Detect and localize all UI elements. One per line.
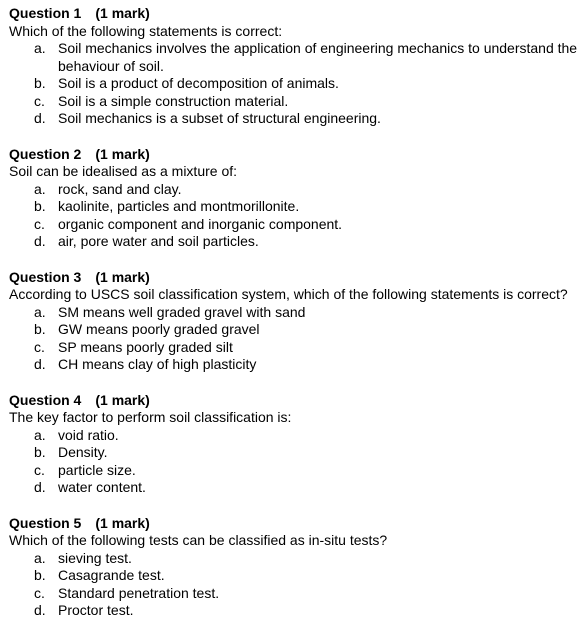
option-text: kaolinite, particles and montmorillonite. xyxy=(58,198,300,214)
option-letter: a. xyxy=(34,40,46,56)
option-b xyxy=(9,321,581,339)
option-c xyxy=(9,462,581,480)
option-text: rock, sand and clay. xyxy=(58,180,182,197)
question-1 xyxy=(9,5,581,128)
option-b xyxy=(9,198,581,216)
question-number: Question 5 xyxy=(9,514,82,531)
option-letter: d. xyxy=(34,233,46,249)
option-text: Density. xyxy=(58,444,108,460)
option-text: water content. xyxy=(58,479,146,495)
option-a xyxy=(9,40,581,75)
option-b xyxy=(9,567,581,585)
question-marks: (1 mark) xyxy=(95,514,150,531)
option-letter: c. xyxy=(34,92,45,109)
option-text: sieving test. xyxy=(58,549,132,566)
question-heading xyxy=(9,392,581,410)
question-text: Which of the following tests can be classified as in-situ tests? xyxy=(9,532,388,548)
option-list xyxy=(9,181,581,251)
option-list xyxy=(9,304,581,374)
option-text: Casagrande test. xyxy=(58,567,165,583)
option-d xyxy=(9,110,581,128)
option-d xyxy=(9,356,581,374)
option-text: Soil mechanics involves the application of engineering mechanics to understand the behaviour of soil. xyxy=(58,40,578,74)
question-4 xyxy=(9,392,581,497)
option-c xyxy=(9,339,581,357)
option-letter: c. xyxy=(34,338,45,355)
option-text: SM means well graded gravel with sand xyxy=(58,303,306,320)
option-letter: b. xyxy=(34,198,46,214)
option-letter: b. xyxy=(34,567,46,583)
option-text: Soil mechanics is a subset of structural engineering. xyxy=(58,110,381,126)
option-c xyxy=(9,93,581,111)
question-heading xyxy=(9,269,581,287)
option-letter: b. xyxy=(34,444,46,460)
option-letter: a. xyxy=(34,303,46,320)
question-text: The key factor to perform soil classification is: xyxy=(9,409,292,425)
question-2 xyxy=(9,146,581,251)
question-number: Question 4 xyxy=(9,391,82,408)
question-heading xyxy=(9,515,581,533)
option-letter: d. xyxy=(34,479,46,495)
question-marks: (1 mark) xyxy=(95,5,150,21)
option-d xyxy=(9,479,581,497)
option-text: GW means poorly graded gravel xyxy=(58,321,260,337)
question-marks: (1 mark) xyxy=(95,391,150,408)
option-text: air, pore water and soil particles. xyxy=(58,233,259,249)
option-letter: c. xyxy=(34,215,45,232)
question-heading xyxy=(9,5,581,23)
option-b xyxy=(9,75,581,93)
option-c xyxy=(9,585,581,603)
option-a xyxy=(9,304,581,322)
question-marks: (1 mark) xyxy=(95,268,150,285)
option-list xyxy=(9,427,581,497)
option-letter: a. xyxy=(34,549,46,566)
option-list xyxy=(9,40,581,128)
option-a xyxy=(9,181,581,199)
option-letter: c. xyxy=(34,584,45,601)
option-b xyxy=(9,444,581,462)
option-letter: d. xyxy=(34,110,46,126)
question-5 xyxy=(9,515,581,620)
option-text: CH means clay of high plasticity xyxy=(58,356,257,372)
option-letter: a. xyxy=(34,426,46,443)
option-d xyxy=(9,602,581,620)
option-letter: d. xyxy=(34,602,46,618)
option-d xyxy=(9,233,581,251)
option-letter: a. xyxy=(34,180,46,197)
option-letter: c. xyxy=(34,461,45,478)
question-text: Which of the following statements is correct: xyxy=(9,22,283,39)
question-3 xyxy=(9,269,581,374)
option-text: Soil is a simple construction material. xyxy=(58,92,289,109)
option-text: SP means poorly graded silt xyxy=(58,338,233,355)
option-letter: b. xyxy=(34,75,46,91)
question-marks: (1 mark) xyxy=(95,145,150,162)
option-text: organic component and inorganic component. xyxy=(58,215,343,232)
option-letter: d. xyxy=(34,356,46,372)
option-a xyxy=(9,427,581,445)
option-text: Soil is a product of decomposition of animals. xyxy=(58,75,339,91)
question-text: According to USCS soil classification system, which of the following statements is correct? xyxy=(9,286,568,302)
option-a xyxy=(9,550,581,568)
question-heading xyxy=(9,146,581,164)
option-text: void ratio. xyxy=(58,426,119,443)
option-list xyxy=(9,550,581,620)
option-letter: b. xyxy=(34,321,46,337)
question-number: Question 1 xyxy=(9,5,82,21)
question-number: Question 3 xyxy=(9,268,82,285)
question-number: Question 2 xyxy=(9,145,82,162)
option-text: Standard penetration test. xyxy=(58,584,220,601)
option-text: particle size. xyxy=(58,461,136,478)
option-c xyxy=(9,216,581,234)
option-text: Proctor test. xyxy=(58,602,134,618)
question-text: Soil can be idealised as a mixture of: xyxy=(9,163,238,179)
